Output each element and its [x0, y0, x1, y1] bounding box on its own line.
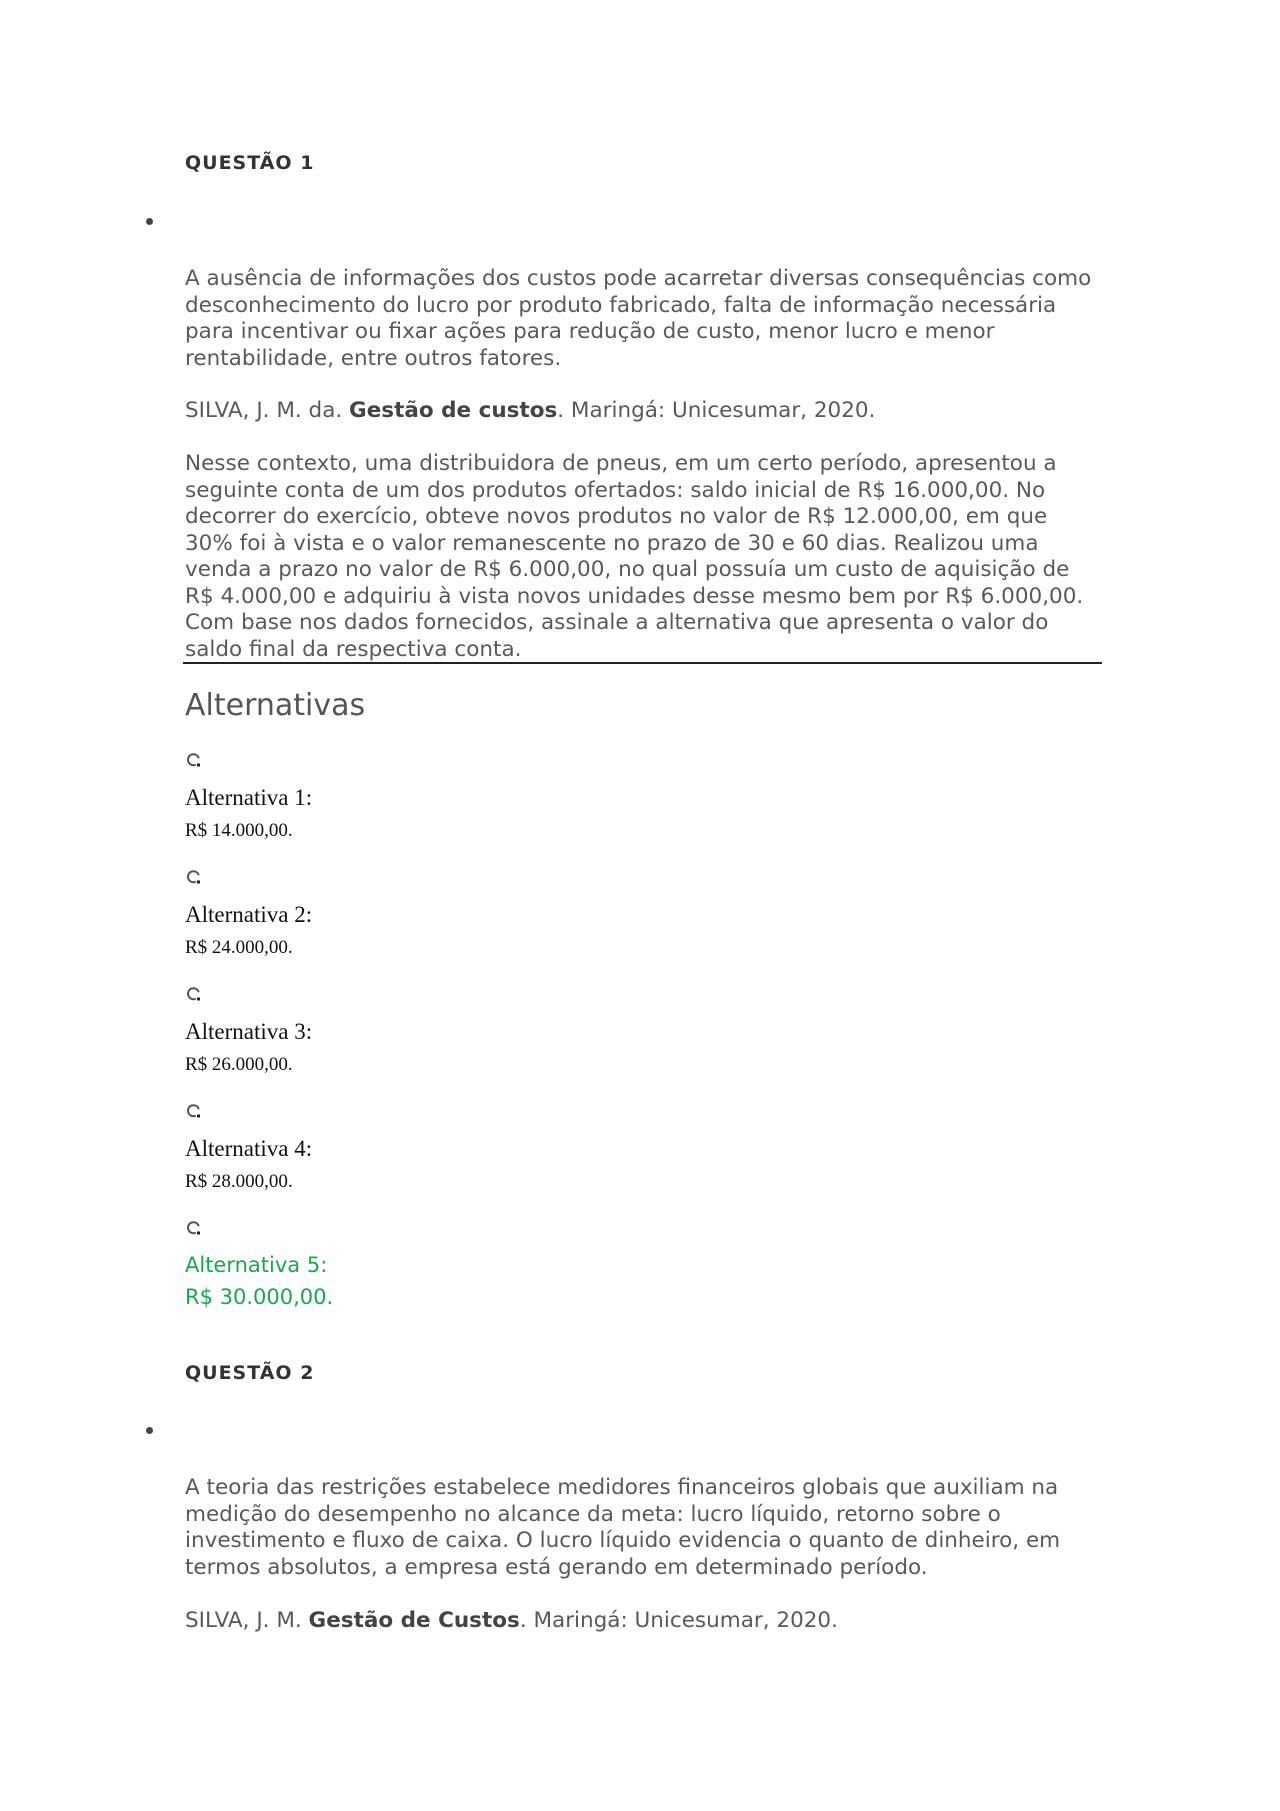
radio-button-icon[interactable]: [186, 869, 201, 884]
radio-button-icon[interactable]: [186, 752, 201, 767]
question-1-paragraph-1: A ausência de informações dos custos pode acarretar diversas consequências como desconhecimento do lucro por produto fabricado, falta de informação necessária para incentivar ou fixar ações para redução de custo, menor lucro e menor rentabilidade, entre outros fatores.: [185, 266, 1092, 371]
bullet-icon: [146, 1427, 153, 1434]
alternatives-heading: Alternativas: [185, 688, 366, 723]
question-1-label: QUESTÃO 1: [185, 152, 315, 174]
alternative-3-title: Alternativa 3:: [185, 1019, 313, 1044]
alternative-2-title: Alternativa 2:: [185, 902, 313, 927]
alternative-5-value: R$ 30.000,00.: [185, 1285, 334, 1309]
alternative-3-value: R$ 26.000,00.: [185, 1054, 293, 1075]
alternative-1-value: R$ 14.000,00.: [185, 820, 293, 841]
bullet-icon: [146, 218, 153, 225]
question-2-label: QUESTÃO 2: [185, 1362, 315, 1384]
citation-author: SILVA, J. M.: [185, 1608, 309, 1633]
radio-button-icon[interactable]: [186, 1220, 201, 1235]
radio-button-icon[interactable]: [186, 1103, 201, 1118]
radio-button-icon[interactable]: [186, 986, 201, 1001]
question-2-citation: [185, 1608, 1095, 1635]
alternative-4-title: Alternativa 4:: [185, 1136, 313, 1161]
question-1-citation: [185, 398, 1095, 425]
citation-rest: . Maringá: Unicesumar, 2020.: [557, 398, 876, 423]
alternative-4-value: R$ 28.000,00.: [185, 1171, 293, 1192]
citation-author: SILVA, J. M. da.: [185, 398, 350, 423]
question-2-paragraph-1: A teoria das restrições estabelece medidores financeiros globais que auxiliam na medição do desempenho no alcance da meta: lucro líquido, retorno sobre o investimento e fluxo de caixa. O lucro líquido evidencia o quanto de dinheiro, em termos absolutos, a empresa está gerando em determinado período.: [185, 1475, 1061, 1580]
alternative-1-title: Alternativa 1:: [185, 785, 313, 810]
question-1-paragraph-2: Nesse contexto, uma distribuidora de pneus, em um certo período, apresentou a seguinte conta de um dos produtos ofertados: saldo inicial de R$ 16.000,00. No decorrer do exercício, obteve novos produtos no valor de R$ 12.000,00, em que 30% foi à vista e o valor remanescente no prazo de 30 e 60 dias. Realizou uma venda a prazo no valor de R$ 6.000,00, no qual possuía um custo de aquisição de R$ 4.000,00 e adquiriu à vista novos unidades desse mesmo bem por R$ 6.000,00. Com base nos dados fornecidos, assinale a alternativa que apresenta o valor do saldo final da respectiva conta.: [185, 451, 1084, 662]
alternative-2-value: R$ 24.000,00.: [185, 937, 293, 958]
citation-rest: . Maringá: Unicesumar, 2020.: [519, 1608, 838, 1633]
citation-title: Gestão de custos: [349, 398, 558, 423]
divider: [183, 662, 1102, 664]
citation-title: Gestão de Custos: [308, 1608, 520, 1633]
alternative-5-title: Alternativa 5:: [185, 1253, 328, 1277]
